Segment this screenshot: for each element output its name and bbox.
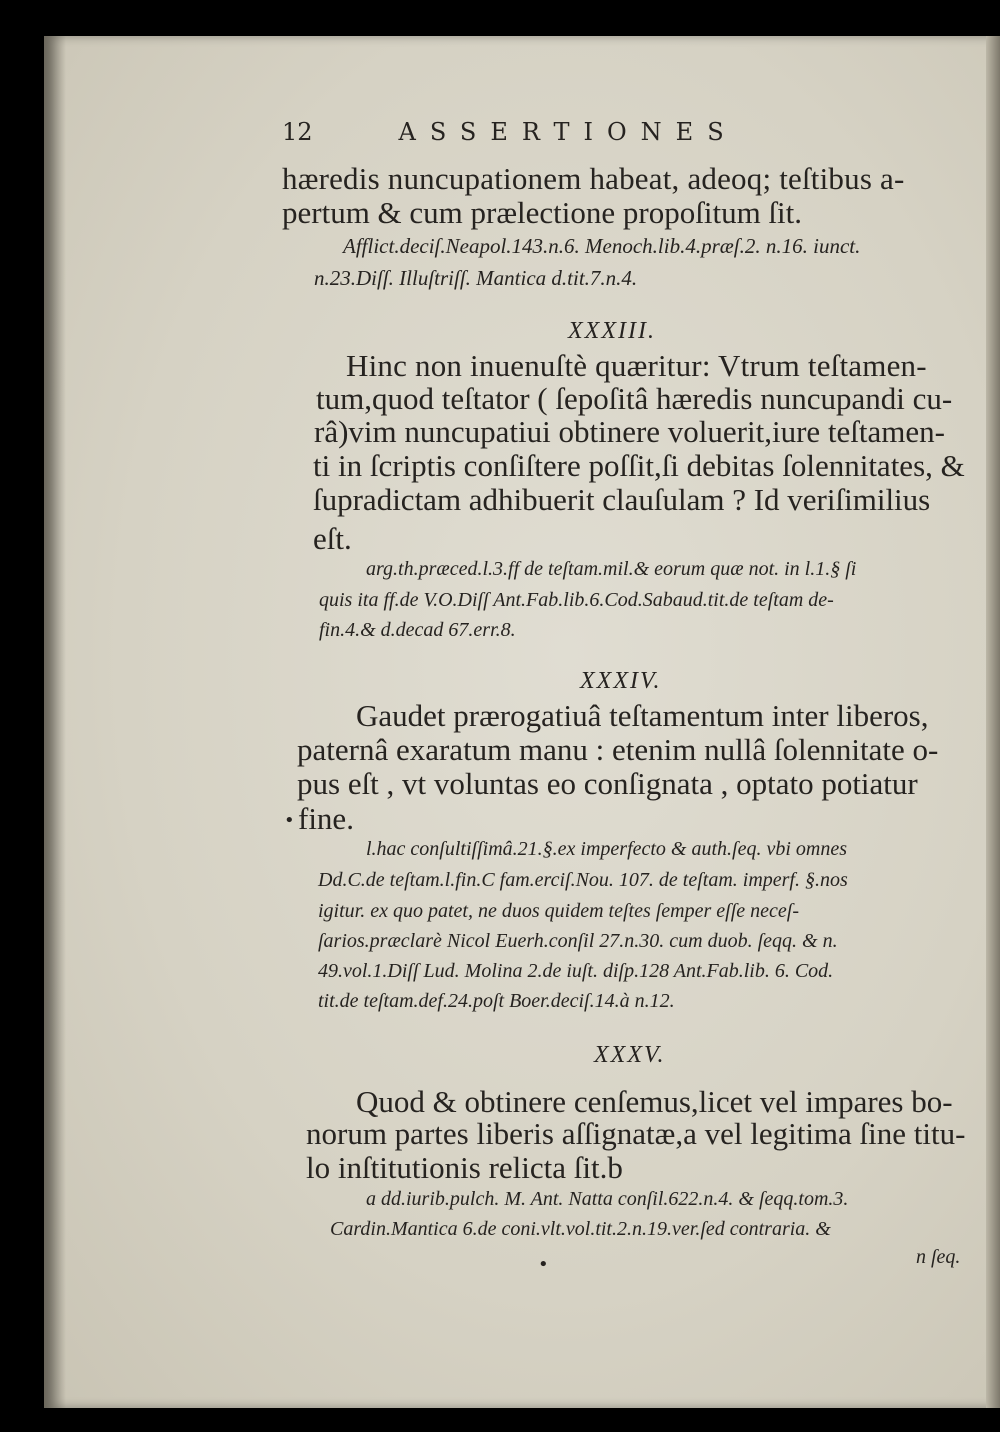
citation-line: ſarios.præclarè Nicol Euerh.conſil 27.n.30. cum duob. ſeqq. & n. <box>318 930 838 952</box>
body-line: pertum & cum prælectione propoſitum ſit. <box>282 195 803 230</box>
running-title: ASSERTIONES <box>398 118 738 146</box>
citation-line: l.hac conſultiſſimâ.21.§.ex imperfecto & auth.ſeq. vbi omnes <box>366 838 848 860</box>
section-heading: XXXV. <box>594 1042 666 1068</box>
citation-line: 49.vol.1.Diſſ Lud. Molina 2.de iuſt. diſp.128 Ant.Fab.lib. 6. Cod. <box>318 960 834 982</box>
body-line: paternâ exaratum manu : etenim nullâ ſolennitate o- <box>297 732 939 767</box>
page-number: 12 <box>282 118 313 146</box>
running-header <box>282 118 738 146</box>
citation-line: tit.de teſtam.def.24.poſt Boer.deciſ.14.à n.12. <box>318 990 675 1012</box>
footer-ornament: • <box>538 1254 549 1275</box>
citation-line: a dd.iurib.pulch. M. Ant. Natta conſil.622.n.4. & ſeqq.tom.3. <box>366 1188 849 1210</box>
body-line: râ)vim nuncupatiui obtinere voluerit,iure teſtamen- <box>314 414 945 449</box>
citation-line: arg.th.præced.l.3.ff de teſtam.mil.& eorum quæ not. in l.1.§ ſi <box>366 558 857 580</box>
body-line: norum partes liberis aſſignatæ,a vel legitima ſine titu- <box>306 1116 966 1151</box>
body-line: fine. <box>298 801 354 836</box>
body-line: ti in ſcriptis conſiſtere poſſit,ſi debitas ſolennitates, & <box>313 448 965 483</box>
citation-line: fin.4.& d.decad 67.err.8. <box>319 619 516 641</box>
section-heading: XXXIV. <box>580 668 662 694</box>
citation-line: quis ita ff.de V.O.Diſſ Ant.Fab.lib.6.Cod.Sabaud.tit.de teſtam de- <box>319 589 834 611</box>
body-line: tum,quod teſtator ( ſepoſitâ hæredis nuncupandi cu- <box>316 381 953 416</box>
body-line: Hinc non inuenuſtè quæritur: Vtrum teſtamen- <box>346 348 927 383</box>
citation-line: igitur. ex quo patet, ne duos quidem teſtes ſemper eſſe neceſ- <box>318 900 799 922</box>
margin-bullet: • <box>284 810 295 831</box>
body-line: pus eſt , vt voluntas eo conſignata , optato potiatur <box>297 766 918 801</box>
citation-line: Dd.C.de teſtam.l.fin.C fam.erciſ.Nou. 107. de teſtam. imperf. §.nos <box>318 869 848 891</box>
section-heading: XXXIII. <box>568 318 656 344</box>
citation-line: n.23.Diſſ. Illuſtriſſ. Mantica d.tit.7.n.4. <box>314 266 638 290</box>
body-line: hæredis nuncupationem habeat, adeoq; teſtibus a- <box>282 161 905 196</box>
citation-line: Afflict.deciſ.Neapol.143.n.6. Menoch.lib.4.præſ.2. n.16. iunct. <box>343 234 861 258</box>
body-line: Quod & obtinere cenſemus,licet vel impares bo- <box>356 1084 953 1119</box>
page-edge <box>986 36 1000 1408</box>
citation-line: n ſeq. <box>916 1246 961 1268</box>
citation-line: Cardin.Mantica 6.de coni.vlt.vol.tit.2.n.19.ver.ſed contraria. & <box>330 1218 831 1240</box>
body-line: lo inſtitutionis relicta ſit.b <box>306 1150 623 1185</box>
body-line: eſt. <box>313 521 352 556</box>
gutter-shadow <box>44 36 66 1408</box>
body-line: ſupradictam adhibuerit clauſulam ? Id veriſimilius <box>313 482 931 517</box>
body-line: Gaudet prærogatiuâ teſtamentum inter liberos, <box>356 698 929 733</box>
